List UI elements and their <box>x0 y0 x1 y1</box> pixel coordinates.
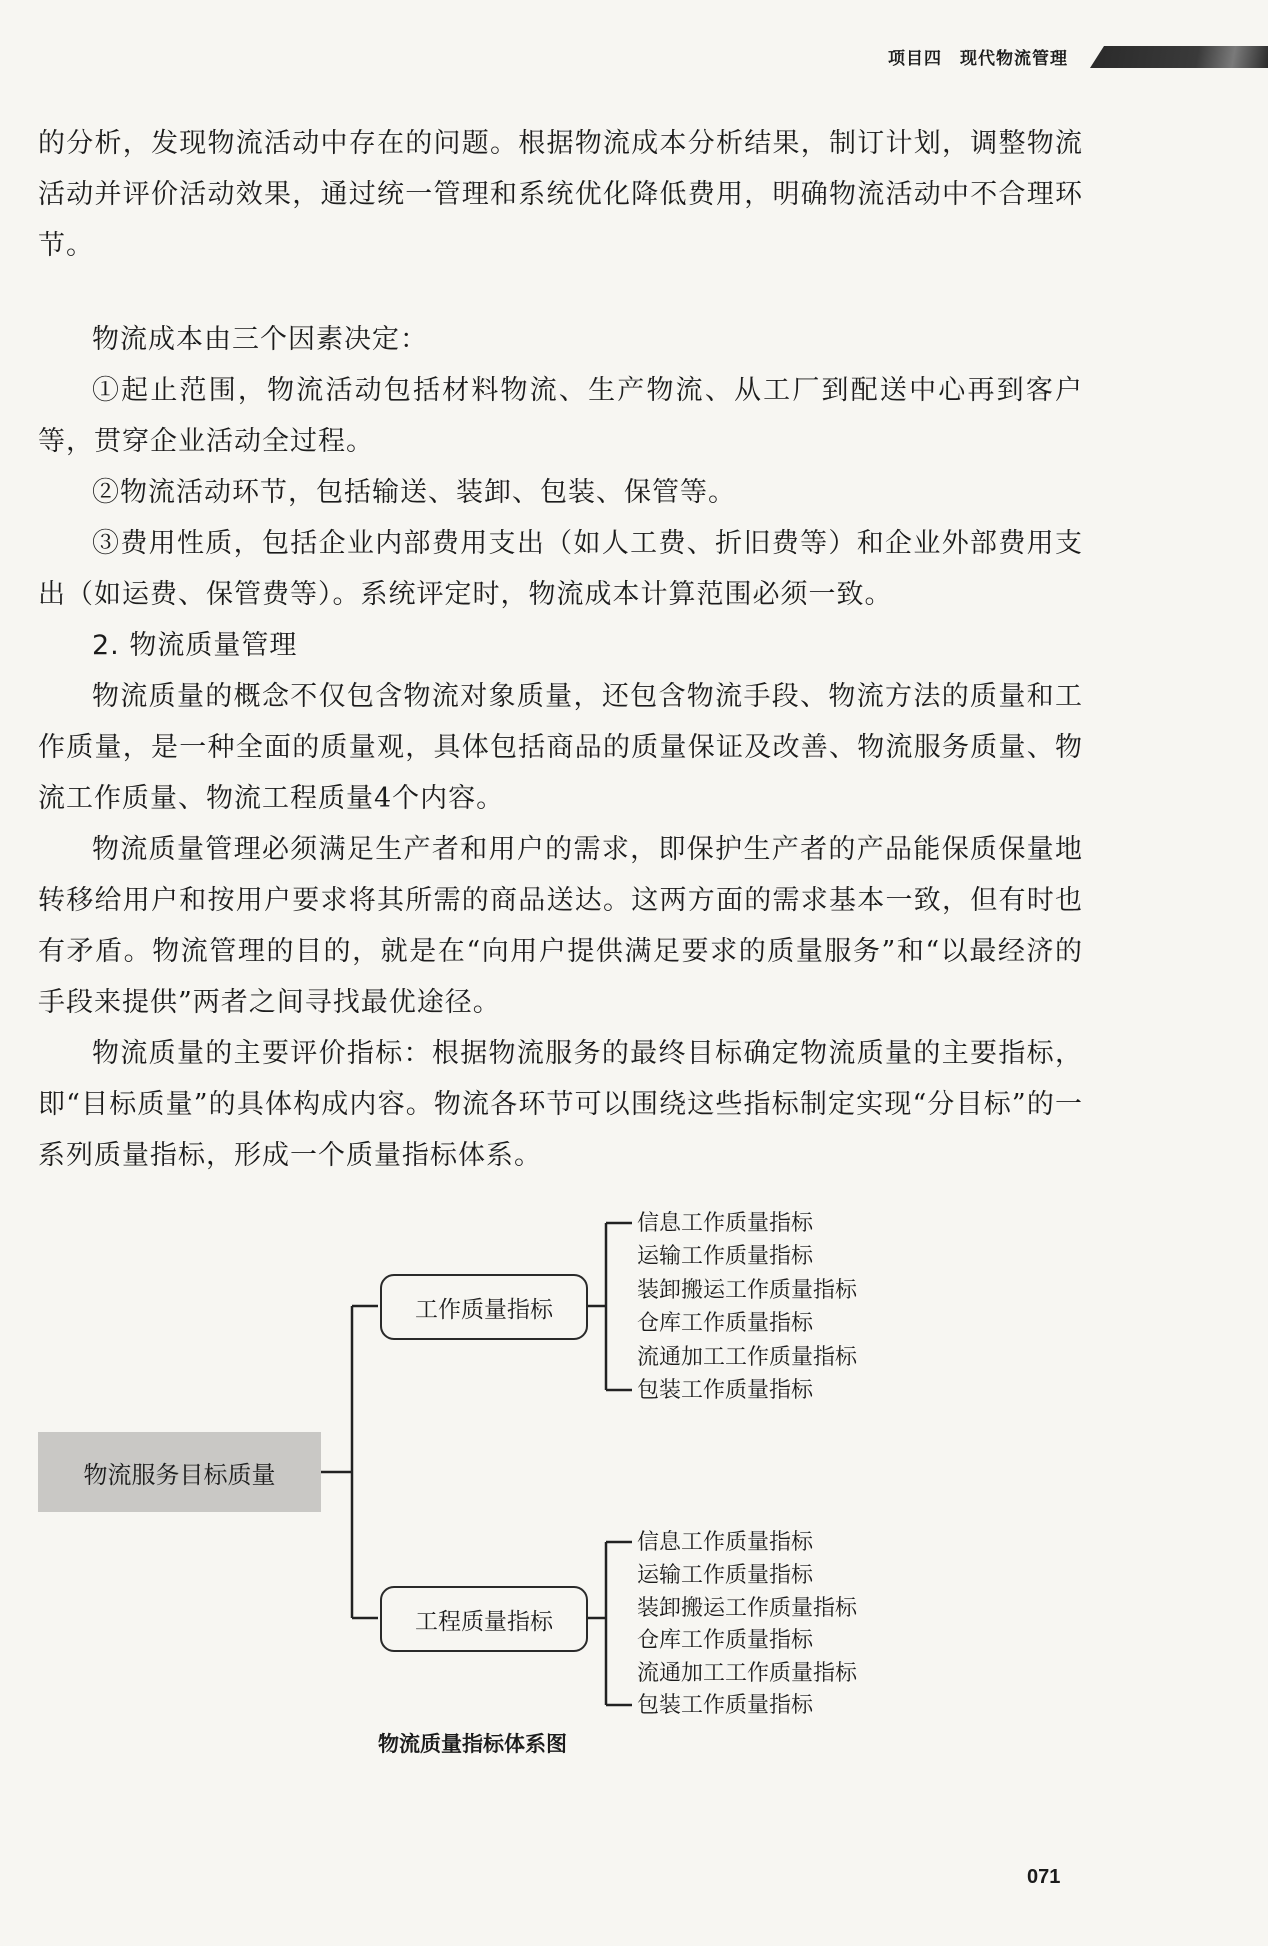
leaf-eng-6: 包装工作质量指标 <box>637 1692 814 1717</box>
leaf-eng-1: 信息工作质量指标 <box>637 1529 814 1554</box>
quality-index-diagram <box>0 1200 1268 1760</box>
leaf-work-2: 运输工作质量指标 <box>637 1243 814 1268</box>
header-decoration-bar <box>1090 46 1268 68</box>
branch-engineering-quality: 工程质量指标 <box>380 1586 588 1652</box>
branch-work-quality: 工作质量指标 <box>380 1274 588 1340</box>
body-text-main <box>38 314 1083 1181</box>
leaf-work-4: 仓库工作质量指标 <box>637 1310 814 1335</box>
leaf-eng-4: 仓库工作质量指标 <box>637 1627 814 1652</box>
paragraph-7: 物流质量的概念不仅包含物流对象质量，还包含物流手段、物流方法的质量和工作质量，是一种全面的质量观，具体包括商品的质量保证及改善、物流服务质量、物流工作质量、物流工程质量4个内容。 <box>38 681 1083 814</box>
paragraph-8: 物流质量管理必须满足生产者和用户的需求，即保护生产者的产品能保质保量地转移给用户和按用户要求将其所需的商品送达。这两方面的需求基本一致，但有时也有矛盾。物流管理的目的，就是在“向用户提供满足要求的质量服务”和“以最经济的手段来提供”两者之间寻找最优途径。 <box>38 834 1083 1018</box>
leaf-eng-3: 装卸搬运工作质量指标 <box>637 1595 858 1620</box>
leaf-work-6: 包装工作质量指标 <box>637 1377 814 1402</box>
root-node: 物流服务目标质量 <box>38 1432 321 1512</box>
leaf-work-5: 流通加工工作质量指标 <box>637 1344 858 1369</box>
running-header <box>888 44 1086 69</box>
body-text-top <box>38 118 1083 271</box>
paragraph-5: ③费用性质，包括企业内部费用支出（如人工费、折旧费等）和企业外部费用支出（如运费、保管费等）。系统评定时，物流成本计算范围必须一致。 <box>38 528 1083 610</box>
page-number: 071 <box>1027 1866 1061 1888</box>
leaf-eng-5: 流通加工工作质量指标 <box>637 1660 858 1685</box>
paragraph-2: 物流成本由三个因素决定： <box>92 324 428 355</box>
leaf-work-3: 装卸搬运工作质量指标 <box>637 1277 858 1302</box>
leaf-work-1: 信息工作质量指标 <box>637 1210 814 1235</box>
section-heading: 2. 物流质量管理 <box>92 630 298 661</box>
header-title: 现代物流管理 <box>960 49 1068 69</box>
paragraph-1: 的分析，发现物流活动中存在的问题。根据物流成本分析结果，制订计划，调整物流活动并评价活动效果，通过统一管理和系统优化降低费用，明确物流活动中不合理环节。 <box>38 128 1083 261</box>
figure-caption: 物流质量指标体系图 <box>378 1732 567 1756</box>
leaf-eng-2: 运输工作质量指标 <box>637 1562 814 1587</box>
paragraph-3: ①起止范围，物流活动包括材料物流、生产物流、从工厂到配送中心再到客户等，贯穿企业活动全过程。 <box>38 375 1083 457</box>
paragraph-4: ②物流活动环节，包括输送、装卸、包装、保管等。 <box>92 477 736 508</box>
paragraph-9: 物流质量的主要评价指标：根据物流服务的最终目标确定物流质量的主要指标，即“目标质量”的具体构成内容。物流各环节可以围绕这些指标制定实现“分目标”的一系列质量指标，形成一个质量指标体系。 <box>38 1038 1083 1171</box>
header-section: 项目四 <box>888 49 942 69</box>
